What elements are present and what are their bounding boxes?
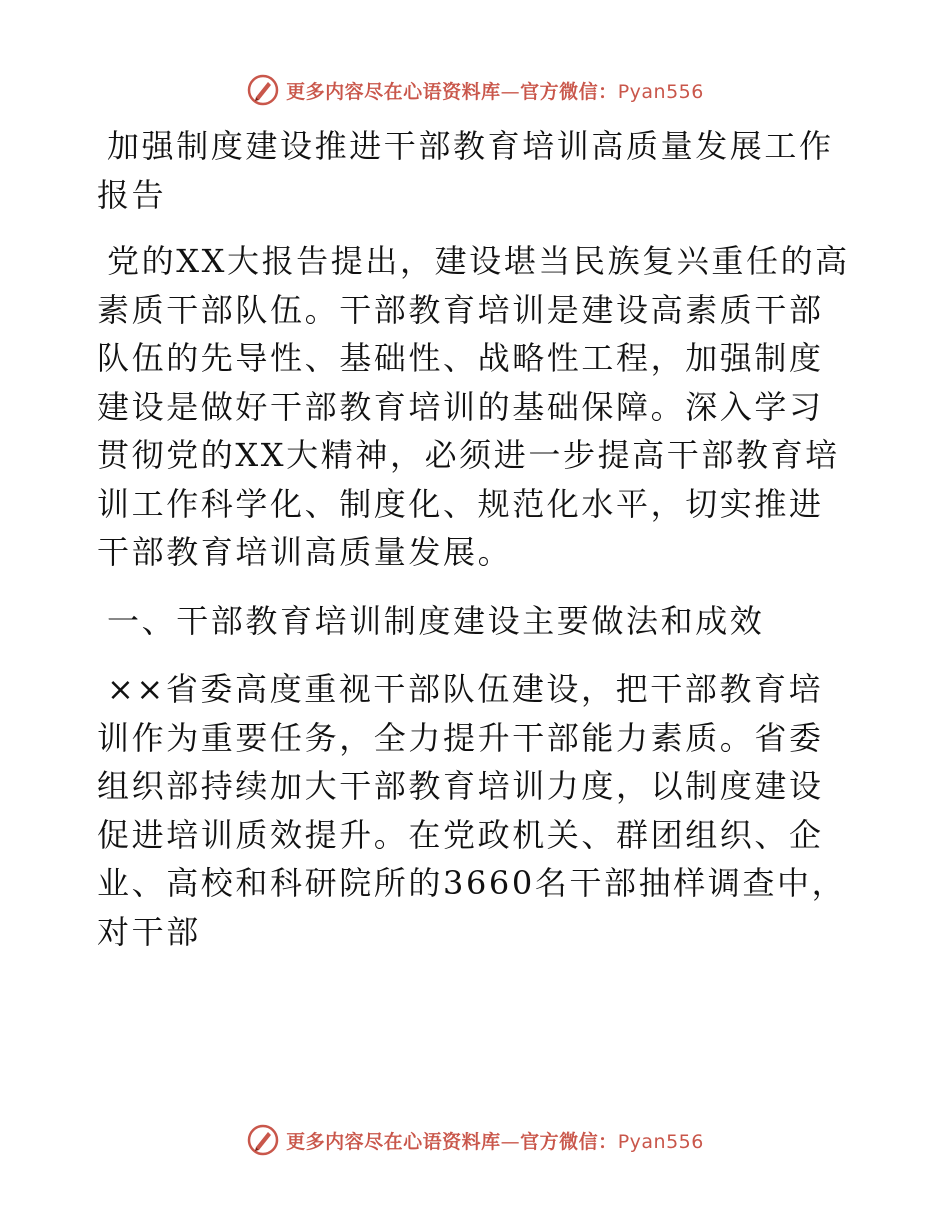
document-title: 加强制度建设推进干部教育培训高质量发展工作报告 [97,127,834,214]
watermark-text: 更多内容尽在心语资料库—官方微信：Pyan556 [286,1130,704,1153]
pen-logo-icon [246,1123,280,1157]
paragraph-intro: 党的XX大报告提出，建设堪当民族复兴重任的高素质干部队伍。干部教育培训是建设高素质干部队伍的先导性、基础性、战略性工程，加强制度建设是做好干部教育培训的基础保障。深入学习贯彻党的XX大精神，必须进一步提高干部教育培训工作科学化、制度化、规范化水平，切实推进干部教育培训高质量发展。 [97,242,850,571]
pen-logo-icon [246,73,280,107]
watermark-footer [0,1120,950,1160]
document-body [97,122,857,956]
watermark-header [0,70,950,110]
paragraph-body: ××省委高度重视干部队伍建设，把干部教育培训作为重要任务，全力提升干部能力素质。省委组织部持续加大干部教育培训力度，以制度建设促进培训质效提升。在党政机关、群团组织、企业、高校和科研院所的3660名干部抽样调查中，对干部 [97,670,847,951]
watermark-text: 更多内容尽在心语资料库—官方微信：Pyan556 [286,80,704,103]
section-heading: 一、干部教育培训制度建设主要做法和成效 [107,601,765,640]
